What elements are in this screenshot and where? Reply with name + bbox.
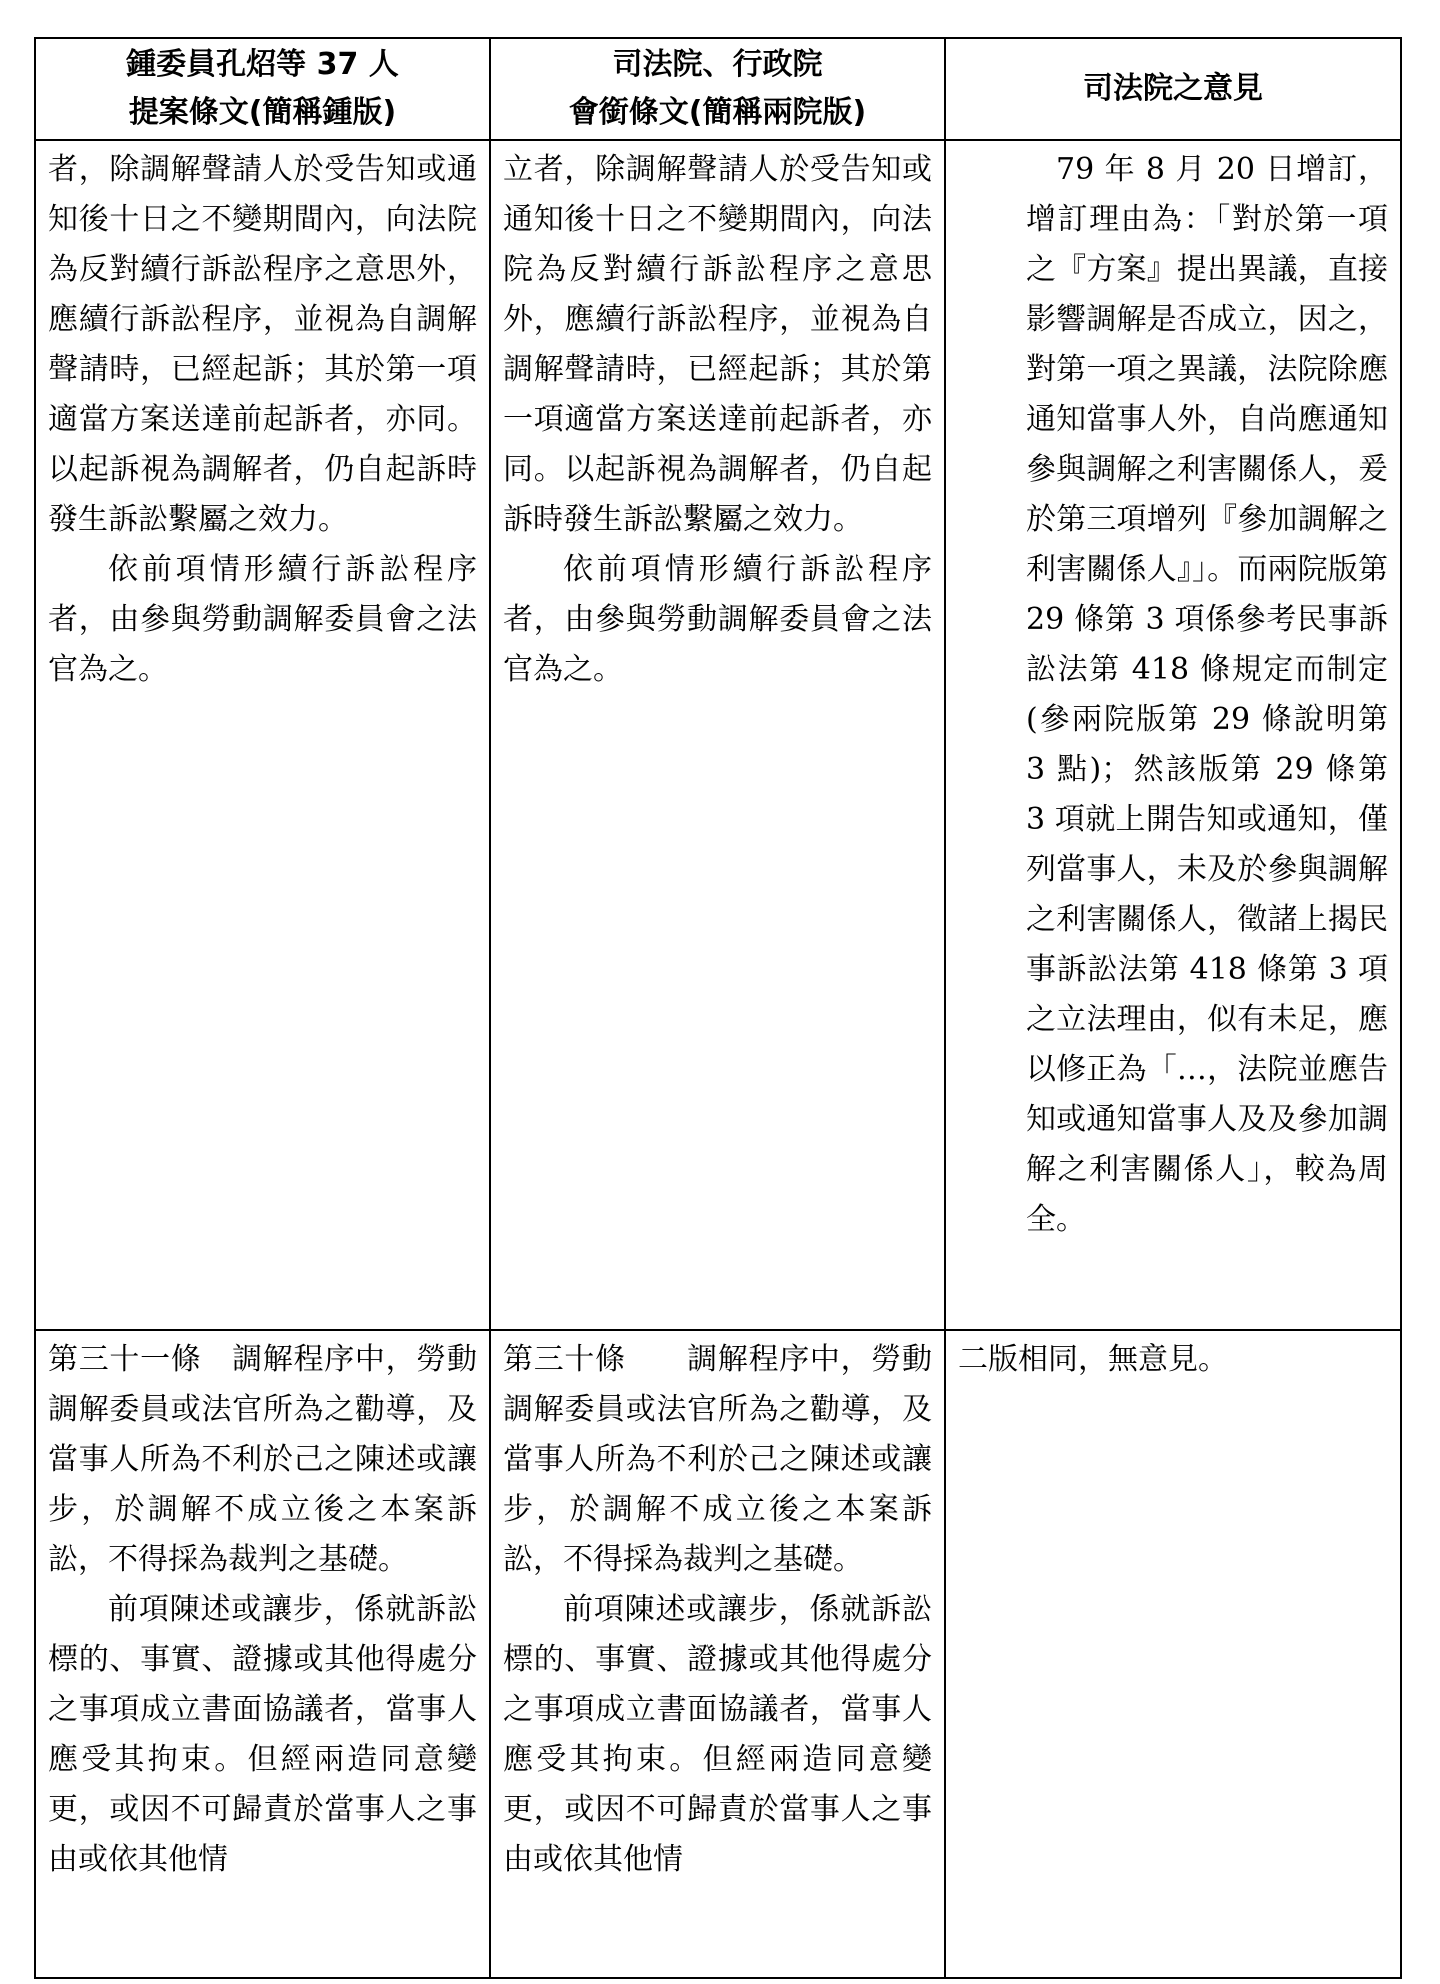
header-line: 司法院之意見 — [1083, 71, 1263, 106]
paragraph: 前項陳述或讓步，係就訴訟標的、事實、證據或其他得處分之事項成立書面協議者，當事人應受其拘束。但經兩造同意變更，或因不可歸責於當事人之事由或依其他情 — [503, 1592, 932, 1877]
paragraph: 79 年 8 月 20 日增訂，增訂理由為：「對於第一項之『方案』提出異議，直接影響調解是否成立，因之，對第一項之異議，法院除應通知當事人外，自尚應通知參與調解之利害關係人，爰於第三項增列『參加調解之利害關係人』」。而兩院版第 29 條第 3 項係參考民事訴訟法第 418 條規定而制定(參兩院版第 29 條說明第 3 點)；然該版第 29 條第 3 項就上開告知或通知，僅列當事人，未及於參與調解之利害關係人，徵諸上揭民事訴訟法第 418 條第 3 項之立法理由，似有未足，應以修正為「…，法院並應告知或通知當事人及及參加調解之利害關係人」，較為周全。 — [1026, 152, 1388, 1237]
paragraph: 第三十條 調解程序中，勞動調解委員或法官所為之勸導，及當事人所為不利於己之陳述或讓步，於調解不成立後之本案訴訟，不得採為裁判之基礎。 — [503, 1342, 932, 1577]
document-page — [34, 37, 1400, 1979]
comparison-table — [34, 37, 1402, 1979]
header-line: 提案條文(簡稱鍾版) — [128, 95, 397, 130]
header-two-courts-version — [490, 38, 945, 140]
table-row — [35, 140, 1401, 1330]
header-judicial-opinion — [945, 38, 1401, 140]
header-line: 會銜條文(簡稱兩院版) — [568, 95, 867, 130]
table-row — [35, 1330, 1401, 1978]
cell-two-courts-version — [490, 1330, 945, 1978]
cell-judicial-opinion — [945, 1330, 1401, 1978]
cell-zhong-version — [35, 140, 490, 1330]
paragraph: 前項陳述或讓步，係就訴訟標的、事實、證據或其他得處分之事項成立書面協議者，當事人應受其拘束。但經兩造同意變更，或因不可歸責於當事人之事由或依其他情 — [48, 1592, 477, 1877]
cell-two-courts-version — [490, 140, 945, 1330]
paragraph: 二版相同，無意見。 — [958, 1342, 1228, 1377]
cell-judicial-opinion — [945, 140, 1401, 1330]
header-zhong-version — [35, 38, 490, 140]
header-line: 鍾委員孔炤等 37 人 — [126, 47, 399, 82]
paragraph: 立者，除調解聲請人於受告知或通知後十日之不變期間內，向法院為反對續行訴訟程序之意思外，應續行訴訟程序，並視為自調解聲請時，已經起訴；其於第一項適當方案送達前起訴者，亦同。以起訴視為調解者，仍自起訴時發生訴訟繫屬之效力。 — [503, 152, 932, 537]
cell-zhong-version — [35, 1330, 490, 1978]
table-header-row — [35, 38, 1401, 140]
header-line: 司法院、行政院 — [612, 47, 823, 82]
paragraph: 第三十一條 調解程序中，勞動調解委員或法官所為之勸導，及當事人所為不利於己之陳述或讓步，於調解不成立後之本案訴訟，不得採為裁判之基礎。 — [48, 1342, 477, 1577]
paragraph: 者，除調解聲請人於受告知或通知後十日之不變期間內，向法院為反對續行訴訟程序之意思外，應續行訴訟程序，並視為自調解聲請時，已經起訴；其於第一項適當方案送達前起訴者，亦同。以起訴視為調解者，仍自起訴時發生訴訟繫屬之效力。 — [48, 152, 477, 537]
paragraph: 依前項情形續行訴訟程序者，由參與勞動調解委員會之法官為之。 — [48, 552, 477, 687]
paragraph: 依前項情形續行訴訟程序者，由參與勞動調解委員會之法官為之。 — [503, 552, 932, 687]
